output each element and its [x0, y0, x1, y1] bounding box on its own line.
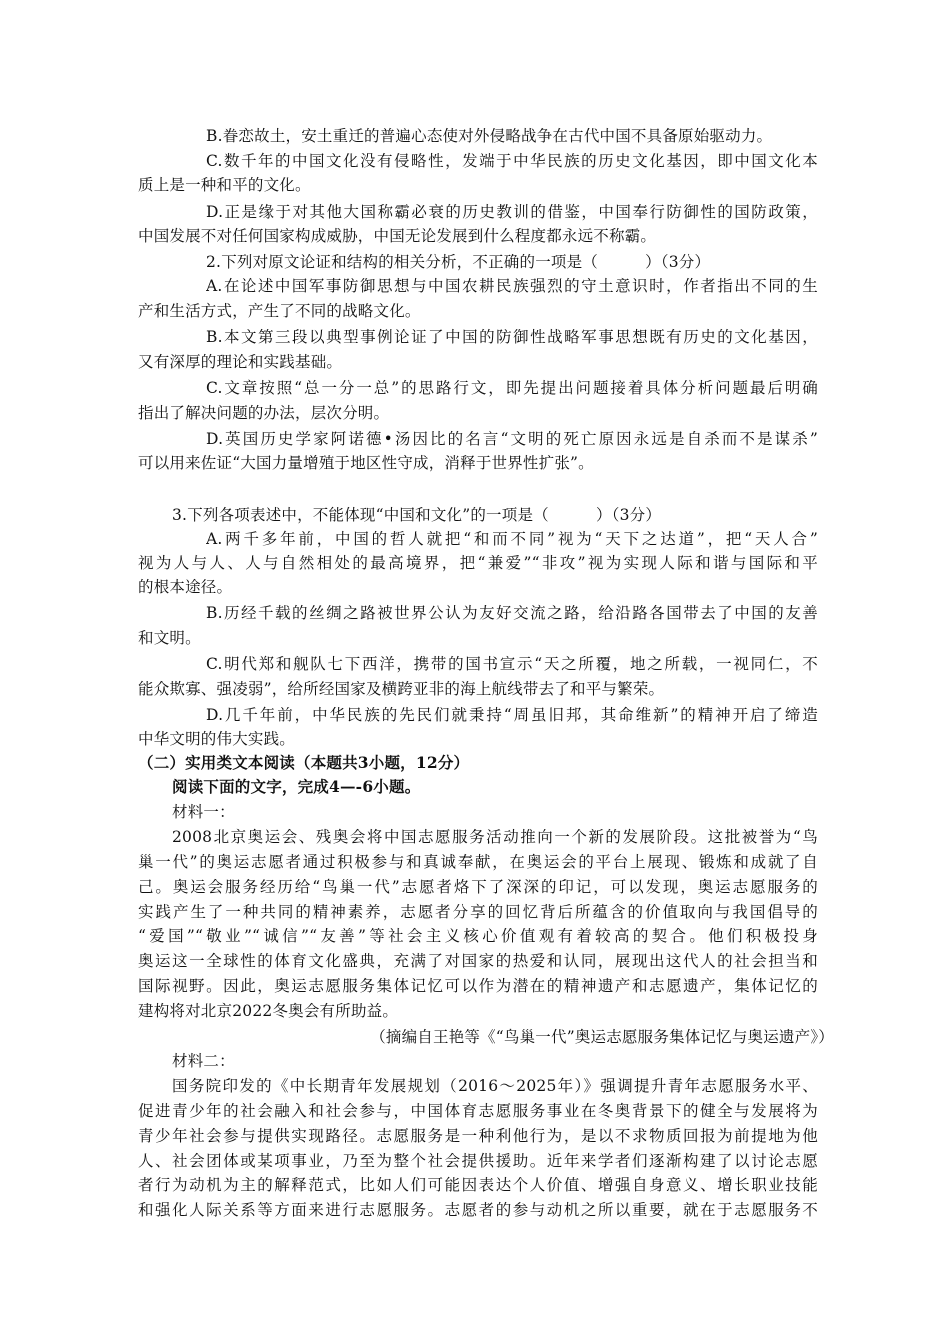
q2-option-b-cont: 又有深厚的理论和实践基础。	[138, 353, 343, 371]
q3-option-b: B.历经千载的丝绸之路被世界公认为友好交流之路，给沿路各国带去了中国的友善	[206, 604, 818, 622]
material2-line: 青少年社会参与提供实现路径。志愿服务是一种利他行为，是以不求物质回报为前提地为他	[138, 1127, 818, 1145]
section-instruction: 阅读下面的文字，完成4—-6小题。	[172, 777, 421, 796]
section-heading: （二）实用类文本阅读（本题共3小题，12分）	[138, 753, 470, 772]
q3-option-a: A.两千多年前，中国的哲人就把“和而不同”视为“天下之达道”，把“天人合”	[206, 530, 818, 548]
q3-option-a-cont2: 的根本途径。	[138, 578, 233, 596]
q1-option-d-cont: 中国发展不对任何国家构成威胁，中国无论发展到什么程度都永远不称霸。	[138, 227, 657, 245]
material1-line: 2008北京奥运会、残奥会将中国志愿服务活动推向一个新的发展阶段。这批被誉为“鸟	[172, 828, 818, 846]
material1-line: “爱国”“敬业”“诚信”“友善”等社会主义核心价值观有着较高的契合。他们积极投身	[138, 927, 818, 945]
q3-option-c-cont: 能众欺寡、强凌弱”，给所经国家及横跨亚非的海上航线带去了和平与繁荣。	[138, 680, 665, 698]
q3-option-c: C.明代郑和舰队七下西洋，携带的国书宣示“天之所覆，地之所载，一视同仁，不	[206, 655, 818, 673]
q2-stem: 2.下列对原文论证和结构的相关分析，不正确的一项是（ ）（3分）	[206, 253, 711, 271]
q2-option-d-cont: 可以用来佐证“大国力量增殖于地区性守成，消释于世界性扩张”。	[138, 454, 594, 472]
q2-option-d: D.英国历史学家阿诺德•汤因比的名言“文明的死亡原因永远是自杀而不是谋杀”	[206, 430, 818, 448]
q2-option-b: B.本文第三段以典型事例论证了中国的防御性战略军事思想既有历史的文化基因，	[206, 328, 818, 346]
q3-option-d: D.几千年前，中华民族的先民们就秉持“周虽旧邦，其命维新”的精神开启了缔造	[206, 706, 818, 724]
q3-option-a-cont: 视为人与人、人与自然相处的最高境界，把“兼爱”“非攻”视为实现人际和谐与国际和平	[138, 554, 818, 572]
q2-option-a: A.在论述中国军事防御思想与中国农耕民族强烈的守土意识时，作者指出不同的生	[206, 277, 818, 295]
material1-label: 材料一：	[172, 803, 235, 821]
material2-line: 国务院印发的《中长期青年发展规划（2016～2025年）》强调提升青年志愿服务水平、	[172, 1077, 818, 1095]
q1-option-c: C.数千年的中国文化没有侵略性，发端于中华民族的历史文化基因，即中国文化本	[206, 152, 818, 170]
q3-option-d-cont: 中华文明的伟大实践。	[138, 730, 296, 748]
material1-line: 建构将对北京2022冬奥会有所助益。	[138, 1002, 399, 1020]
q3-stem: 3.下列各项表述中，不能体现“中国和文化”的一项是（ ）（3分）	[172, 506, 662, 524]
material2-line: 人、社会团体或某项事业，乃至为整个社会提供援助。近年来学者们逐渐构建了以讨论志愿	[138, 1152, 818, 1170]
q1-option-b: B.眷恋故土，安土重迁的普遍心态使对外侵略战争在古代中国不具备原始驱动力。	[206, 127, 773, 145]
q2-option-c: C.文章按照“总一分一总”的思路行文，即先提出问题接着具体分析问题最后明确	[206, 379, 818, 397]
q1-option-d: D.正是缘于对其他大国称霸必衰的历史教训的借鉴，中国奉行防御性的国防政策，	[206, 203, 818, 221]
material1-line: 巢一代”的奥运志愿者通过积极参与和真诚奉献，在奥运会的平台上展现、锻炼和成就了自	[138, 853, 818, 871]
material1-line: 实践产生了一种共同的精神素养，志愿者分享的回忆背后所蕴含的价值取向与我国倡导的	[138, 903, 818, 921]
material1-line: 己。奥运会服务经历给“鸟巢一代”志愿者烙下了深深的印记，可以发现，奥运志愿服务的	[138, 878, 818, 896]
material1-line: 国际视野。因此，奥运志愿服务集体记忆可以作为潜在的精神遗产和志愿遗产，集体记忆的	[138, 977, 818, 995]
material2-label: 材料二：	[172, 1052, 235, 1070]
q2-option-c-cont: 指出了解决问题的办法，层次分明。	[138, 404, 390, 422]
material2-line: 促进青少年的社会融入和社会参与，中国体育志愿服务事业在冬奥背景下的健全与发展将为	[138, 1102, 818, 1120]
q2-option-a-cont: 产和生活方式，产生了不同的战略文化。	[138, 302, 421, 320]
material1-source: （摘编自王艳等《“鸟巢一代”奥运志愿服务集体记忆与奥运遗产》）	[370, 1028, 834, 1046]
q3-option-b-cont: 和文明。	[138, 629, 201, 647]
material2-line: 和强化人际关系等方面来进行志愿服务。志愿者的参与动机之所以重要，就在于志愿服务不	[138, 1201, 818, 1219]
q1-option-c-cont: 质上是一种和平的文化。	[138, 176, 311, 194]
material1-line: 奥运这一全球性的体育文化盛典，充满了对国家的热爱和认同，展现出这代人的社会担当和	[138, 952, 818, 970]
material2-line: 者行为动机为主的解释范式，比如人们可能因表达个人价值、增强自身意义、增长职业技能	[138, 1176, 818, 1194]
